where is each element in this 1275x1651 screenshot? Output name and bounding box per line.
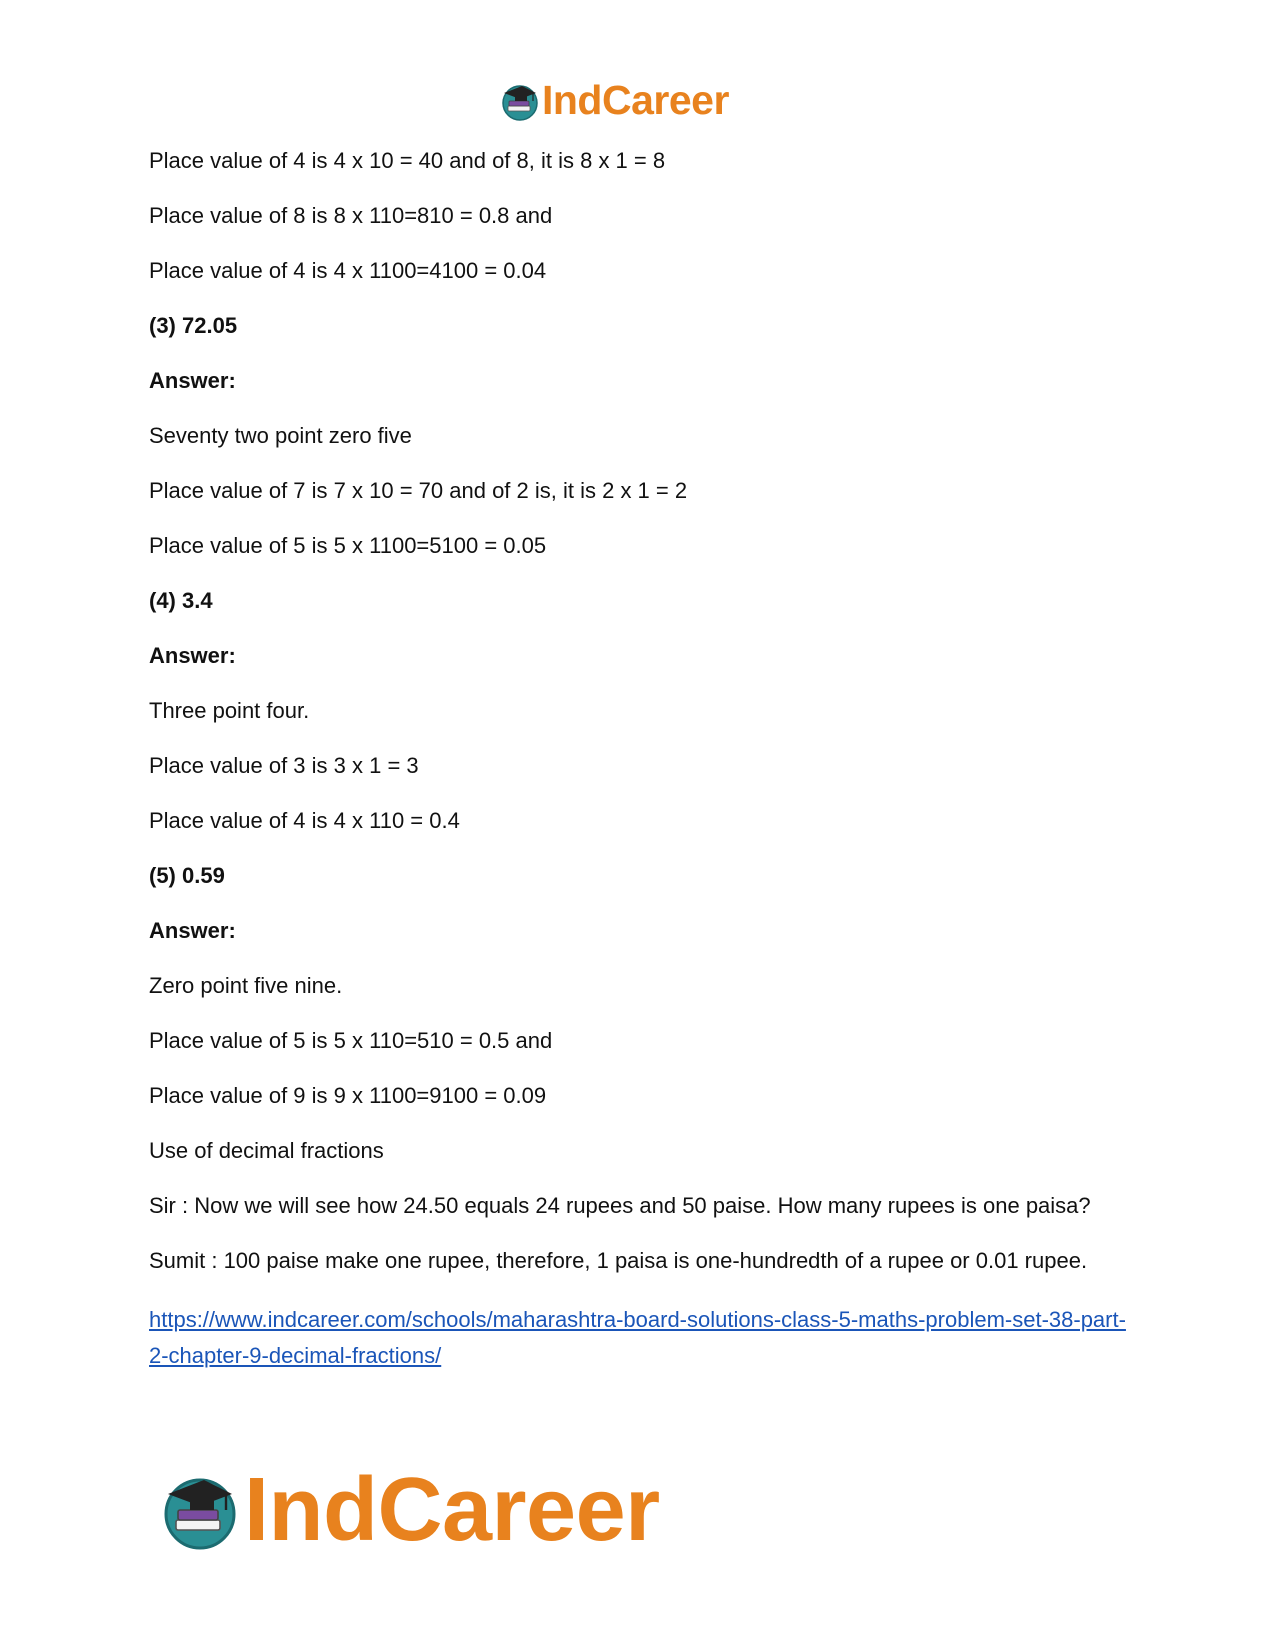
paragraph: Place value of 4 is 4 x 10 = 40 and of 8, it is 8 x 1 = 8: [149, 148, 666, 173]
graduation-cap-globe-icon: [500, 81, 540, 121]
paragraph: Place value of 4 is 4 x 1100=4100 = 0.04: [149, 258, 547, 283]
paragraph: Place value of 8 is 8 x 110=810 = 0.8 and: [149, 203, 553, 228]
section-heading: (4) 3.4: [149, 588, 213, 613]
graduation-cap-globe-icon: [160, 1470, 240, 1550]
footer-logo: [160, 1460, 660, 1560]
section-heading: Answer:: [149, 643, 236, 668]
paragraph: Seventy two point zero five: [149, 423, 412, 448]
paragraph: Zero point five nine.: [149, 973, 343, 998]
section-heading: Answer:: [149, 918, 236, 943]
document-body: [149, 145, 1129, 1374]
paragraph: Place value of 7 is 7 x 10 = 70 and of 2 is, it is 2 x 1 = 2: [149, 478, 688, 503]
paragraph: Use of decimal fractions: [149, 1138, 384, 1163]
paragraph: Sir : Now we will see how 24.50 equals 24 rupees and 50 paise. How many rupees is one paisa?: [149, 1193, 1091, 1218]
paragraph: Place value of 4 is 4 x 110 = 0.4: [149, 808, 460, 833]
brand-name: IndCareer: [542, 77, 729, 123]
paragraph: Sumit : 100 paise make one rupee, therefore, 1 paisa is one-hundredth of a rupee or 0.01 rupee.: [149, 1248, 1088, 1273]
section-heading: (5) 0.59: [149, 863, 225, 888]
source-link[interactable]: https://www.indcareer.com/schools/maharashtra-board-solutions-class-5-maths-problem-set-38-part-2-chapter-9-decimal-fractions/: [149, 1307, 1126, 1368]
section-heading: (3) 72.05: [149, 313, 238, 338]
paragraph-list: [149, 145, 1129, 1276]
paragraph: Three point four.: [149, 698, 310, 723]
header-logo: [500, 77, 729, 123]
brand-name: IndCareer: [244, 1460, 660, 1560]
section-heading: Answer:: [149, 368, 236, 393]
paragraph: Place value of 3 is 3 x 1 = 3: [149, 753, 419, 778]
paragraph: Place value of 9 is 9 x 1100=9100 = 0.09: [149, 1083, 547, 1108]
paragraph: Place value of 5 is 5 x 1100=5100 = 0.05: [149, 533, 547, 558]
paragraph: Place value of 5 is 5 x 110=510 = 0.5 and: [149, 1028, 553, 1053]
